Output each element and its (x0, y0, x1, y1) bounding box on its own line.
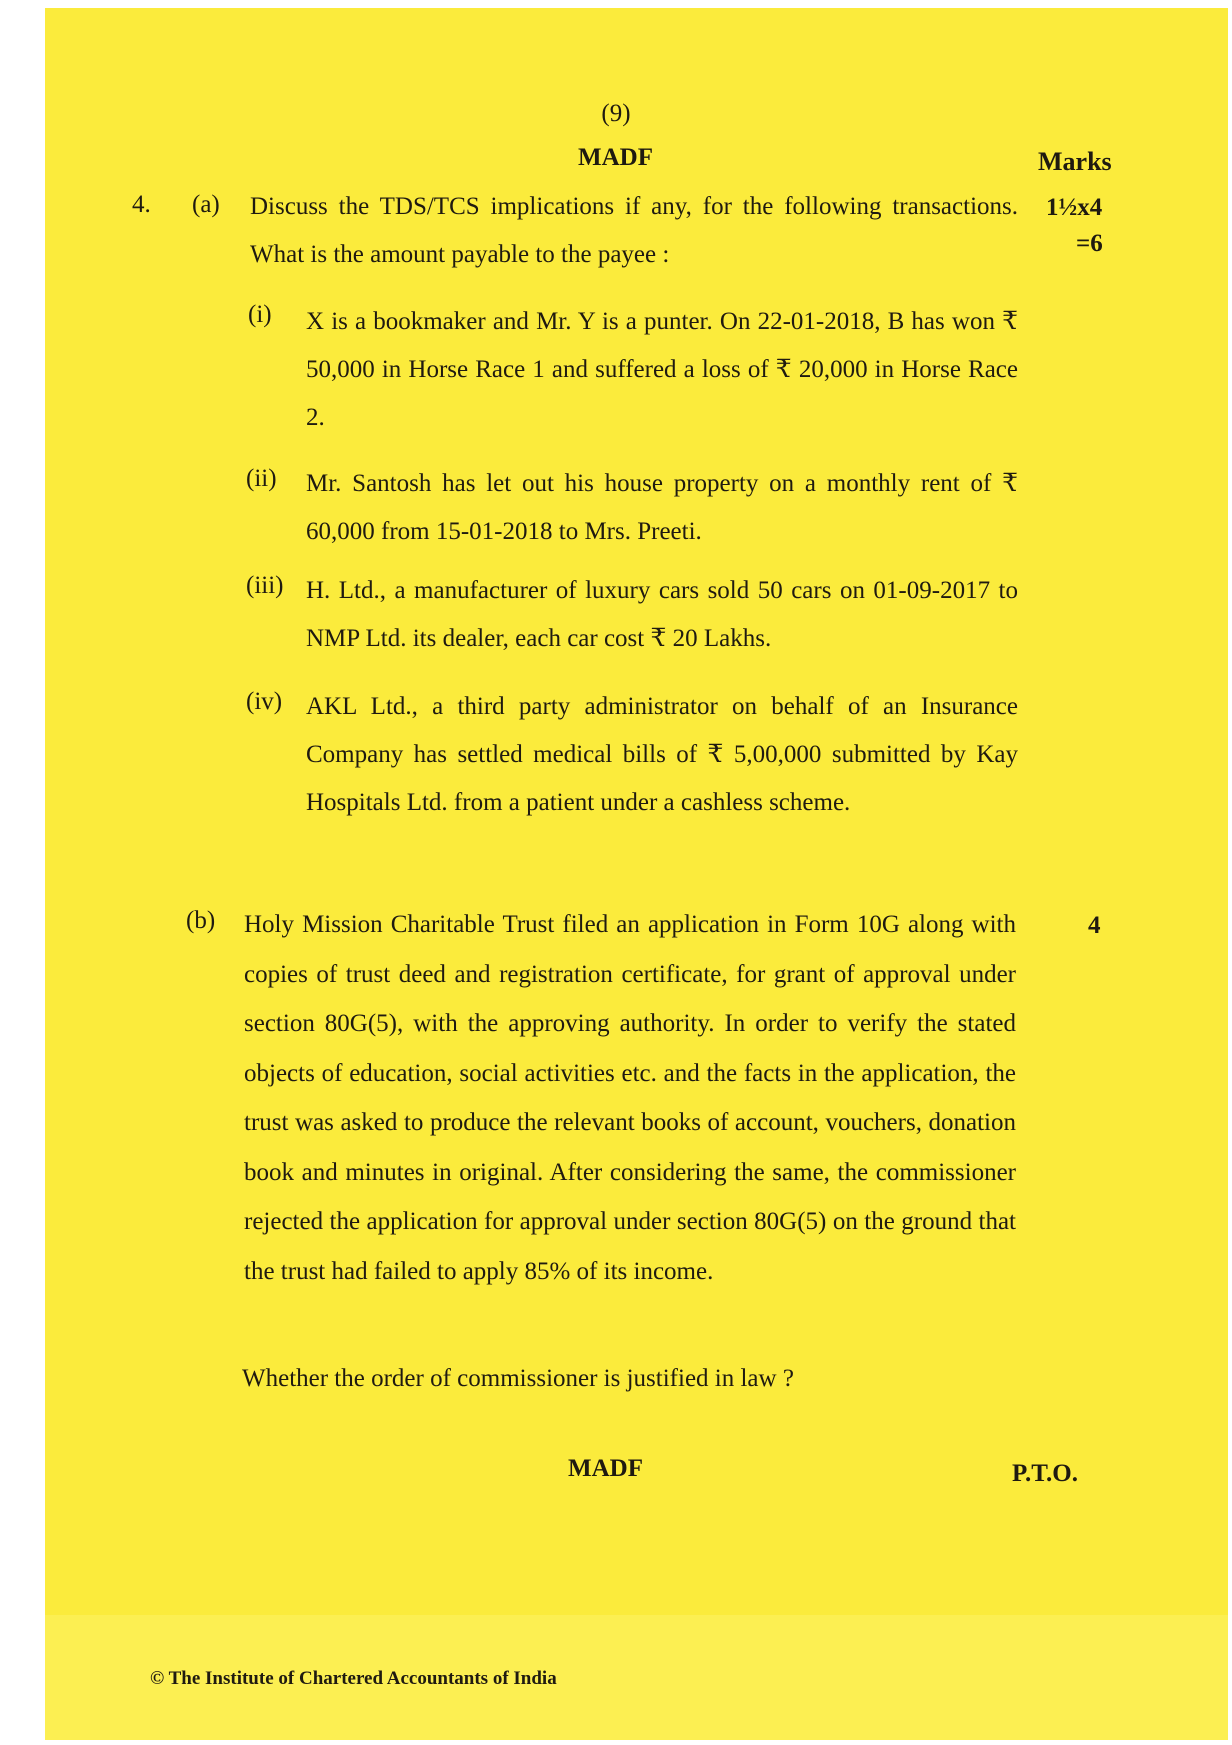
item-i-label: (i) (248, 301, 272, 328)
part-a-marks-total: =6 (1076, 230, 1103, 257)
item-i-text: X is a bookmaker and Mr. Y is a punter. On 22-01-2018, B has won ₹ 50,000 in Horse Race 1 and suffered a loss of ₹ 20,000 in Horse Race 2. (306, 308, 1018, 431)
part-b-question: Whether the order of commissioner is justified in law ? (242, 1365, 794, 1392)
paper-code-footer: MADF (568, 1455, 643, 1482)
item-iii-label: (iii) (246, 572, 284, 599)
page-number: (9) (601, 100, 631, 127)
copyright-notice: © The Institute of Chartered Accountants of India (150, 1668, 557, 1689)
item-ii-label: (ii) (246, 465, 277, 492)
part-b-marks: 4 (1088, 912, 1101, 939)
part-b-text: Holy Mission Charitable Trust filed an application in Form 10G along with copies of trust deed and registration certificate, for grant of approval under section 80G(5), with the approving authority. In order to verify the stated objects of education, social activities etc. and the facts in the application, the trust was asked to produce the relevant books of account, vouchers, donation book and minutes in original. After considering the same, the commissioner rejected the application for approval under section 80G(5) on the ground that the trust had failed to apply 85% of its income. (244, 911, 1016, 1285)
item-iv-label: (iv) (246, 688, 283, 715)
question-number: 4. (132, 191, 151, 218)
part-b-label: (b) (186, 907, 216, 934)
paper-code-header: MADF (578, 144, 653, 171)
part-a-marks: 1½x4 (1046, 194, 1103, 221)
marks-heading: Marks (1038, 147, 1112, 176)
part-a-label: (a) (192, 191, 220, 218)
please-turn-over: P.T.O. (1012, 1460, 1078, 1487)
item-iv-text: AKL Ltd., a third party administrator on behalf of an Insurance Company has settled medical bills of ₹ 5,00,000 submitted by Kay Hospitals Ltd. from a patient under a cashless scheme. (306, 693, 1018, 816)
item-ii-text: Mr. Santosh has let out his house property on a monthly rent of ₹ 60,000 from 15-01-2018 to Mrs. Preeti. (306, 470, 1018, 545)
part-a-intro: Discuss the TDS/TCS implications if any, for the following transactions. What is the amount payable to the payee : (250, 193, 1018, 268)
item-iii-text: H. Ltd., a manufacturer of luxury cars sold 50 cars on 01-09-2017 to NMP Ltd. its dealer, each car cost ₹ 20 Lakhs. (306, 577, 1018, 652)
